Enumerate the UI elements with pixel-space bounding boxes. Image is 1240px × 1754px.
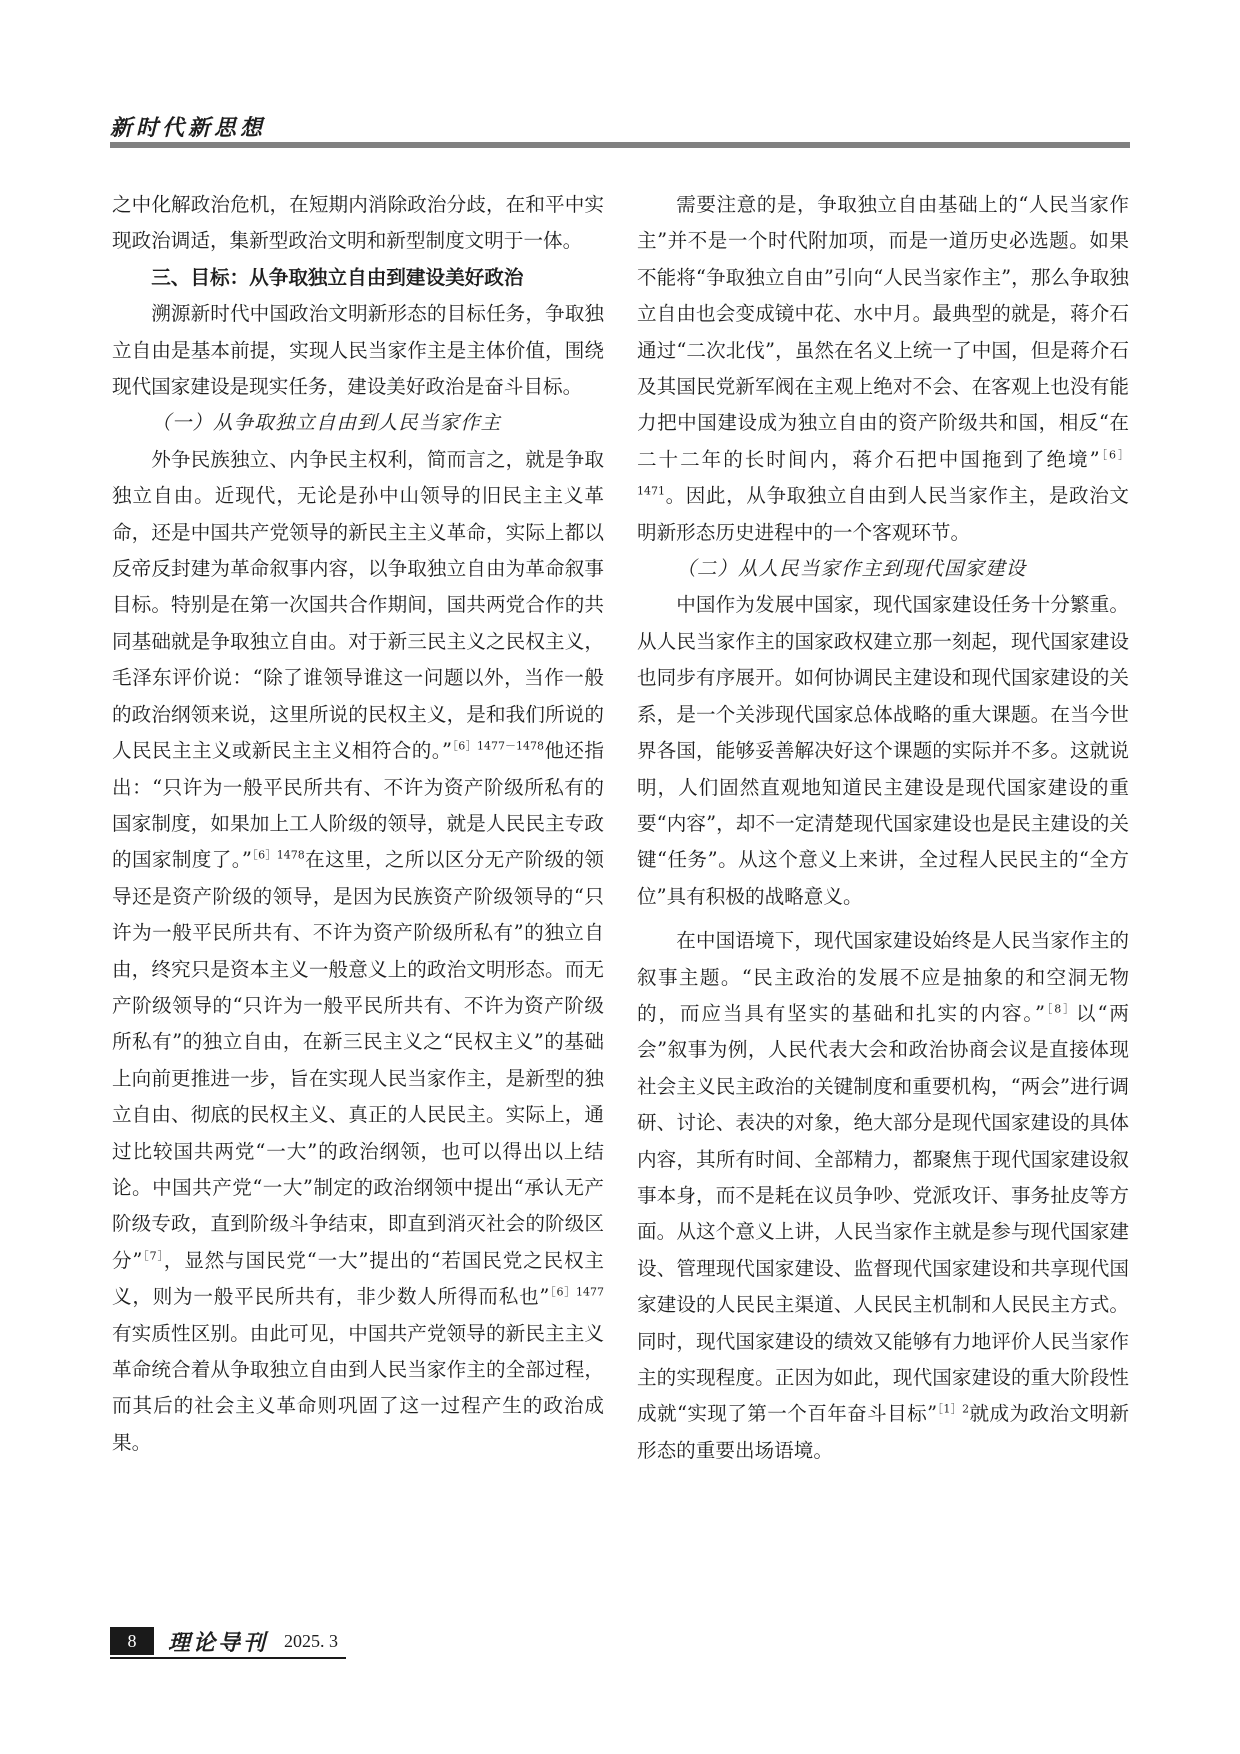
right-column	[637, 187, 1129, 1469]
footer-rule	[110, 1657, 346, 1659]
citation: ［7］	[142, 1249, 164, 1263]
text-run: ，显然与国民党“一大”提出的“若国民党之民权主义，则为一般平民所共有，非少数人所得而私也”	[112, 1248, 604, 1309]
citation: ［6］1478	[251, 848, 305, 862]
header-rule	[110, 142, 1130, 148]
text-run: 在中国语境下，现代国家建设始终是人民当家作主的叙事主题。“民主政治的发展不应是抽象的和空洞无物的，而应当具有坚实的基础和扎实的内容。”	[637, 929, 1129, 1025]
citation: ［6］1471	[637, 448, 1129, 498]
citation: ［1］2	[937, 1402, 970, 1416]
text-run: 有实质性区别。由此可见，中国共产党领导的新民主主义革命统合着从争取独立自由到人民当家作主的全部过程，而其后的社会主义革命则巩固了这一过程产生的政治成果。	[112, 1321, 604, 1454]
text-run: 就成为政治文明新形态的重要出场语境。	[637, 1402, 1130, 1462]
text-run: 需要注意的是，争取独立自由基础上的“人民当家作主”并不是一个时代附加项，而是一道历史必选题。如果不能将“争取独立自由”引向“人民当家作主”，那么争取独立自由也会变成镜中花、水中月。最典型的就是，蒋介石通过“二次北伐”，虽然在名义上统一了中国，但是蒋介石及其国民党新军阀在主观上绝对不会、在客观上也没有能力把中国建设成为独立自由的资产阶级共和国，相反“在二十二年的长时间内，蒋介石把中国拖到了绝境”	[637, 193, 1129, 471]
page-number: 8	[110, 1627, 154, 1655]
paragraph: 溯源新时代中国政治文明新形态的目标任务，争取独立自由是基本前提，实现人民当家作主是主体价值，围绕现代国家建设是现实任务，建设美好政治是奋斗目标。	[112, 302, 604, 399]
left-column	[112, 187, 604, 1461]
text-run: 外争民族独立、内争民主权利，简而言之，就是争取独立自由。近现代，无论是孙中山领导的旧民主主义革命，还是中国共产党领导的新民主主义革命，实际上都以反帝反封建为革命叙事内容，以争取独立自由为革命叙事目标。特别是在第一次国共合作期间，国共两党合作的共同基础就是争取独立自由。对于新三民主义之民权主义，毛泽东评价说：“除了谁领导谁这一问题以外，当作一般的政治纲领来说，这里所说的民权主义，是和我们所说的人民民主主义或新民主主义相符合的。”	[112, 447, 604, 763]
citation: ［6］1477－1478	[451, 739, 545, 753]
paragraph: 中国作为发展中国家，现代国家建设任务十分繁重。从人民当家作主的国家政权建立那一刻起，现代国家建设也同步有序展开。如何协调民主建设和现代国家建设的关系，是一个关涉现代国家总体战略的重大课题。在当今世界各国，能够妥善解决好这个课题的实际并不多。这就说明，人们固然直观地知道民主建设是现代国家建设的重要“内容”，却不一定清楚现代国家建设也是民主建设的关键“任务”。从这个意义上来讲，全过程人民民主的“全方位”具有积极的战略意义。	[637, 593, 1129, 908]
citation: ［8］	[1045, 1002, 1077, 1016]
issue-number: 2025. 3	[284, 1630, 339, 1651]
citation: ［6］1477	[549, 1285, 604, 1299]
paragraph	[637, 187, 1129, 551]
subsection-heading: （二）从人民当家作主到现代国家建设	[676, 557, 1027, 581]
page-footer	[110, 1626, 338, 1656]
paragraph	[112, 442, 604, 1461]
paragraph: 之中化解政治危机，在短期内消除政治分歧，在和平中实现政治调适，集新型政治文明和新型制度文明于一体。	[112, 193, 604, 253]
section-heading: 三、目标：从争取独立自由到建设美好政治	[151, 265, 524, 289]
section-header: 新时代新思想	[110, 116, 267, 141]
text-run: 在这里，之所以区分无产阶级的领导还是资产阶级的领导，是因为民族资产阶级领导的“只许为一般平民所共有、不许为资产阶级所私有”的独立自由，终究只是资本主义一般意义上的政治文明形态。而无产阶级领导的“只许为一般平民所共有、不许为资产阶级所私有”的独立自由，在新三民主义之“民权主义”的基础上向前更推进一步，旨在实现人民当家作主，是新型的独立自由、彻底的民权主义、真正的人民民主。实际上，通过比较国共两党“一大”的政治纲领，也可以得出以上结论。中国共产党“一大”制定的政治纲领中提出“承认无产阶级专政，直到阶级斗争结束，即直到消灭社会的阶级区分”	[112, 848, 605, 1272]
paragraph	[637, 923, 1129, 1469]
subsection-heading: （一）从争取独立自由到人民当家作主	[151, 411, 502, 435]
text-run: 他还指出：“只许为一般平民所共有、不许为资产阶级所私有的国家制度，如果加上工人阶级的领导，就是人民民主专政的国家制度了。”	[112, 739, 605, 872]
text-run: 。因此，从争取独立自由到人民当家作主，是政治文明新形态历史进程中的一个客观环节。	[637, 484, 1129, 544]
journal-name: 理论导刊	[168, 1630, 269, 1656]
text-run: 以“两会”叙事为例，人民代表大会和政治协商会议是直接体现社会主义民主政治的关键制度和重要机构，“两会”进行调研、讨论、表决的对象，绝大部分是现代国家建设的具体内容，其所有时间、全部精力，都聚焦于现代国家建设叙事本身，而不是耗在议员争吵、党派攻讦、事务扯皮等方面。从这个意义上讲，人民当家作主就是参与现代国家建设、管理现代国家建设、监督现代国家建设和共享现代国家建设的人民民主渠道、人民民主机制和人民民主方式。同时，现代国家建设的绩效又能够有力地评价人民当家作主的实现程度。正因为如此，现代国家建设的重大阶段性成就“实现了第一个百年奋斗目标”	[637, 1001, 1129, 1426]
